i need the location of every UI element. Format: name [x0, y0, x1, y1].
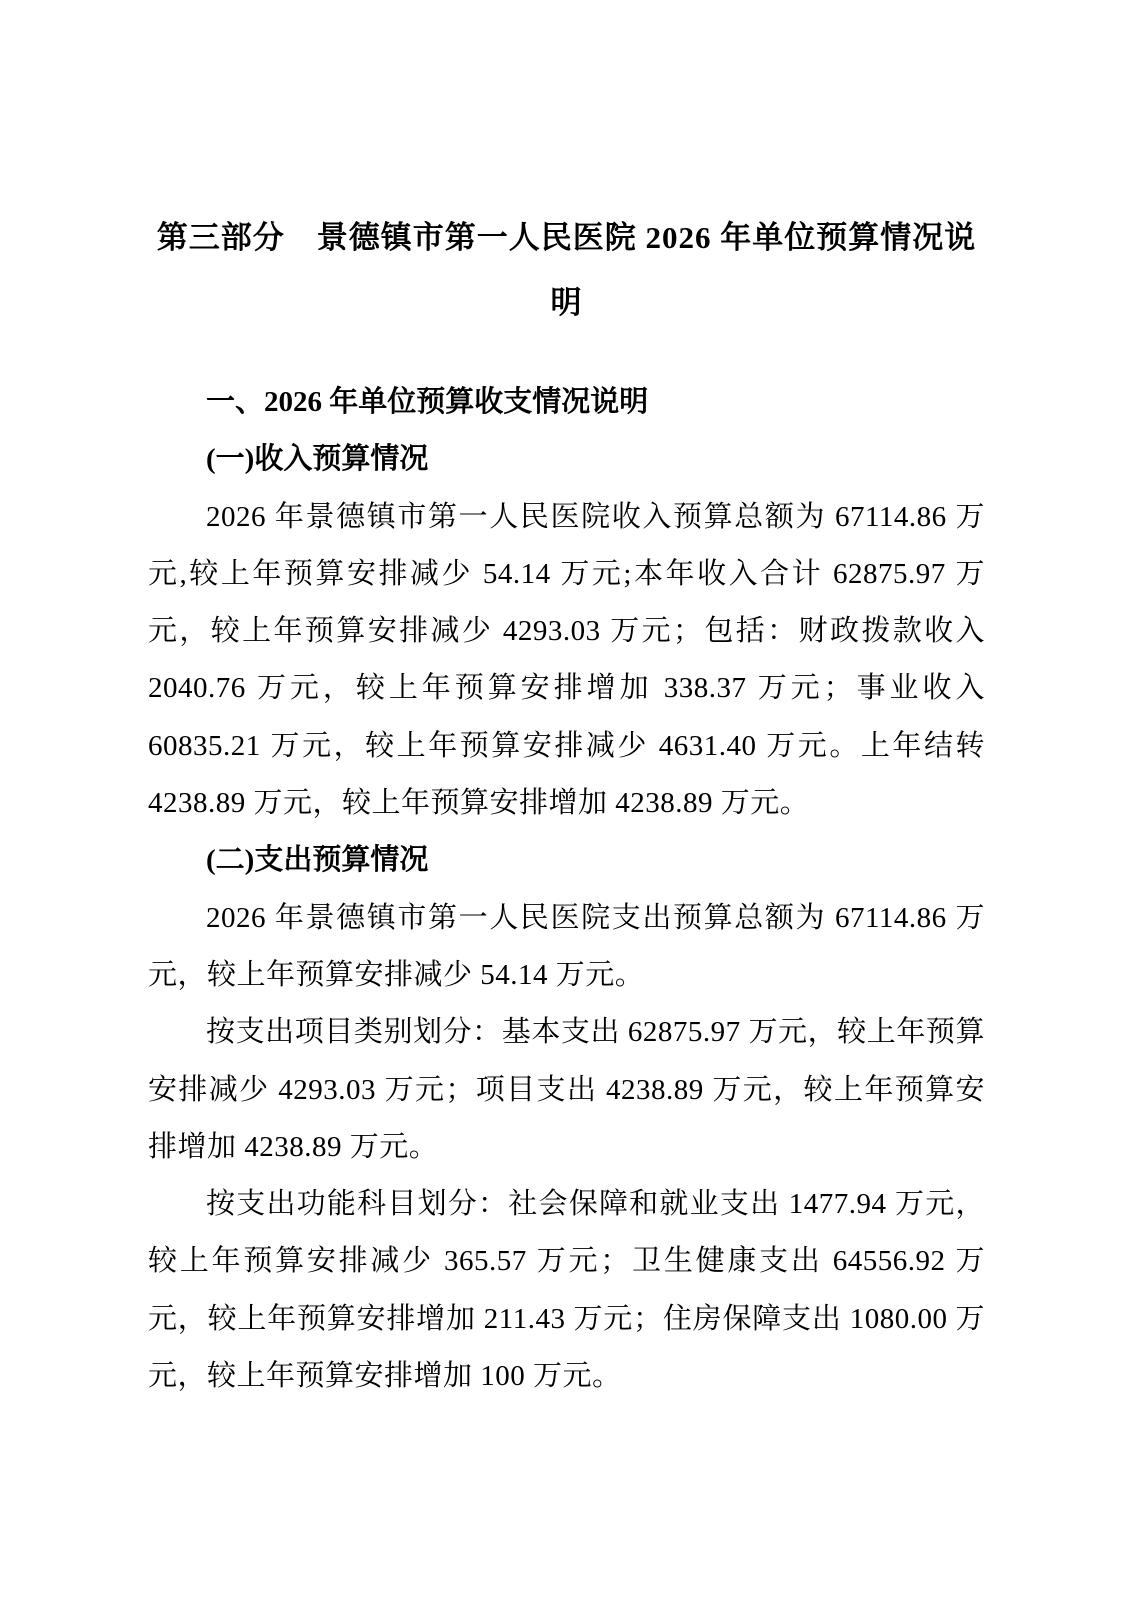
paragraph-expense-total: 2026 年景德镇市第一人民医院支出预算总额为 67114.86 万元，较上年预算安排减少 54.14 万元。 [148, 901, 985, 991]
document-title-line2: 明 [550, 285, 583, 320]
document-body [148, 374, 985, 1405]
section-heading-budget-overview: 一、2026 年单位预算收支情况说明 [206, 386, 649, 418]
document-title [148, 205, 985, 335]
subsection-heading-income-budget: (一)收入预算情况 [206, 443, 429, 476]
subsection-heading-expense-budget: (二)支出预算情况 [206, 844, 429, 877]
paragraph-expense-by-project-type: 按支出项目类别划分：基本支出 62875.97 万元，较上年预算安排减少 4293.03 万元；项目支出 4238.89 万元，较上年预算安排增加 4238.89 万元。 [148, 1016, 985, 1163]
paragraph-income-budget: 2026 年景德镇市第一人民医院收入预算总额为 67114.86 万元,较上年预算安排减少 54.14 万元;本年收入合计 62875.97 万元，较上年预算安排减少 4293.03 万元；包括：财政拨款收入 2040.76 万元，较上年预算安排增加 338.37 万元；事业收入 60835.21 万元，较上年预算安排减少 4631.40 万元。上年结转 4238.89 万元，较上年预算安排增加 4238.89 万元。 [148, 500, 985, 820]
document-title-line1: 第三部分 景德镇市第一人民医院 2026 年单位预算情况说 [156, 220, 977, 255]
paragraph-expense-by-function: 按支出功能科目划分：社会保障和就业支出 1477.94 万元，较上年预算安排减少 365.57 万元；卫生健康支出 64556.92 万元，较上年预算安排增加 211.43 万元；住房保障支出 1080.00 万元，较上年预算安排增加 100 万元。 [148, 1188, 985, 1393]
